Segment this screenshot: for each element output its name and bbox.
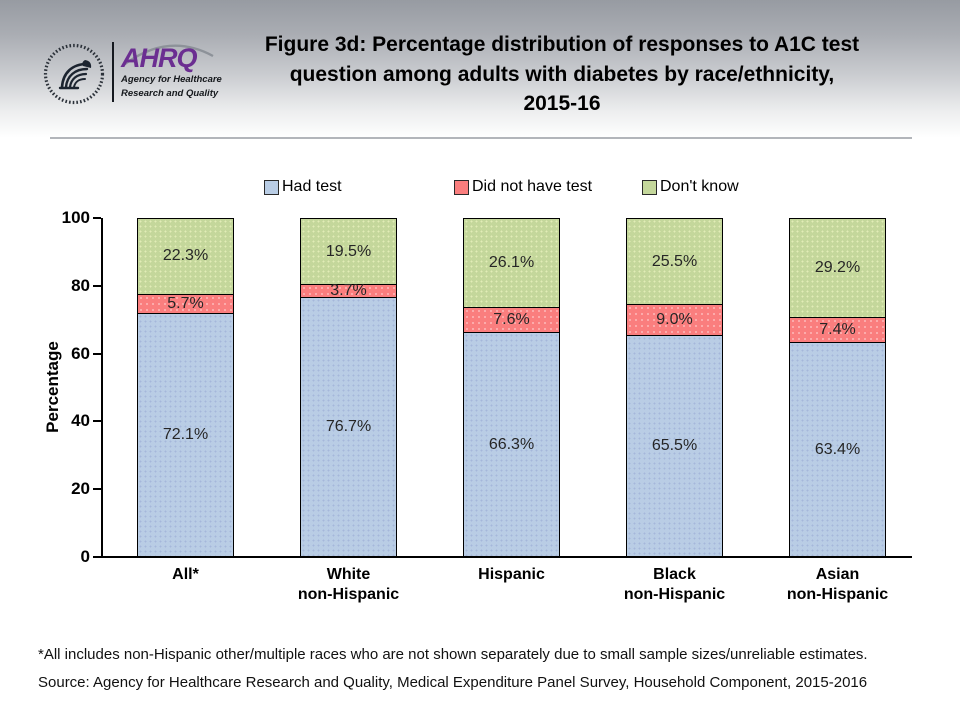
x-axis-category-label (264, 565, 434, 605)
legend-swatch (454, 180, 469, 195)
y-axis-tick-label: 60 (71, 343, 90, 363)
bar-segment-value-label: 5.7% (167, 294, 204, 312)
y-axis-tick (93, 556, 101, 558)
bar-segment-value-label: 7.4% (819, 321, 856, 339)
bar-segment (463, 332, 560, 557)
x-axis-category-label-line: Asian (815, 566, 860, 583)
bar-segment-value-label: 65.5% (651, 436, 698, 454)
bar-segment (463, 218, 560, 306)
x-axis-category-label-line: Hispanic (478, 566, 545, 583)
x-axis-category-label (101, 565, 271, 585)
ahrq-logo (42, 40, 222, 110)
stacked-bar (789, 218, 886, 557)
ahrq-tagline-line1: Agency for Healthcare (121, 74, 222, 85)
bar-segment-value-label: 26.1% (488, 253, 535, 271)
plot-area (103, 218, 909, 557)
x-axis-category-label (427, 565, 597, 585)
bar-segment (626, 335, 723, 557)
figure-title-line: 2015-16 (523, 92, 601, 115)
ahrq-tagline-line2: Research and Quality (121, 87, 219, 99)
bar-segment (626, 304, 723, 335)
stacked-bar (300, 218, 397, 557)
y-axis-tick-label: 20 (71, 479, 90, 499)
y-axis-tick (93, 285, 101, 287)
y-axis-tick-label: 0 (80, 547, 90, 566)
figure-title-line: Figure 3d: Percentage distribution of responses to A1C test (264, 33, 860, 56)
bar-segment (789, 218, 886, 317)
legend-swatch (642, 180, 657, 195)
bar-segment (300, 282, 397, 300)
x-axis-category-label-line: non-Hispanic (786, 586, 889, 603)
x-axis-category-label-line: non-Hispanic (297, 586, 400, 603)
x-axis-category-label-line: White (326, 566, 371, 583)
bar-segment-value-label: 72.1% (162, 425, 209, 443)
bar-segment-value-label: 25.5% (651, 252, 698, 270)
bar-segment-value-label: 22.3% (162, 247, 209, 265)
figure-title (200, 30, 924, 119)
bar-segment (137, 218, 234, 294)
bar-segment-value-label: 19.5% (325, 242, 372, 260)
bar-segment-value-label: 76.7% (325, 418, 372, 435)
x-axis-category-label (753, 565, 923, 605)
legend (0, 177, 960, 199)
bar-segment (300, 218, 397, 284)
y-axis-tick-label: 80 (71, 275, 90, 295)
bar-segment (463, 307, 560, 333)
x-axis-category-label-line: Black (653, 566, 696, 583)
bar-segment-value-label: 66.3% (488, 435, 535, 453)
bar-segment-value-label: 9.0% (656, 311, 693, 329)
legend-label: Had test (282, 178, 342, 195)
y-axis-tick-label: 100 (61, 208, 90, 227)
stacked-bar (626, 218, 723, 557)
y-axis-tick (93, 420, 101, 422)
legend-label: Don't know (660, 178, 739, 195)
x-axis-category-label (590, 565, 760, 605)
y-axis-tick-label: 40 (71, 411, 90, 431)
y-axis-tick (93, 488, 101, 490)
figure-title-line: question among adults with diabetes by race/ethnicity, (289, 62, 835, 86)
bar-segment-value-label: 63.4% (814, 440, 861, 458)
bar-segment (137, 313, 234, 557)
y-axis-tick (93, 217, 101, 219)
legend-label: Did not have test (472, 178, 593, 195)
legend-item (642, 177, 739, 197)
x-axis-category-labels (103, 565, 909, 615)
bar-segment-value-label: 3.7% (330, 282, 367, 300)
bar-segment (137, 294, 234, 313)
y-axis-tick (93, 353, 101, 355)
bar-segment (789, 317, 886, 342)
bar-segment (300, 297, 397, 557)
bar-segment-value-label: 29.2% (814, 259, 861, 276)
header-divider-line (50, 137, 912, 139)
bar-segment-value-label: 7.6% (493, 310, 530, 328)
stacked-bar (137, 218, 234, 557)
legend-swatch (264, 180, 279, 195)
footnote-line: Source: Agency for Healthcare Research and Quality, Medical Expenditure Panel Survey, Household Component, 2015-2016 (38, 674, 868, 691)
footnote-line: *All includes non-Hispanic other/multiple races who are not shown separately due to small sample sizes/unreliable estimates. (38, 646, 868, 663)
logo-divider (112, 42, 114, 102)
bar-segment (626, 218, 723, 304)
footnotes (38, 646, 928, 702)
x-axis-category-label-line: non-Hispanic (623, 586, 726, 603)
legend-item (454, 177, 592, 197)
legend-item (264, 177, 342, 197)
ahrq-abbr: AHRQ (121, 43, 197, 73)
y-axis-tick-labels (28, 208, 90, 566)
stacked-bar (463, 218, 560, 557)
hhs-eagle-seal-icon (42, 42, 106, 106)
y-axis-title: Percentage (43, 341, 62, 433)
x-axis-category-label-line: All* (172, 566, 199, 583)
bar-segment (789, 342, 886, 557)
